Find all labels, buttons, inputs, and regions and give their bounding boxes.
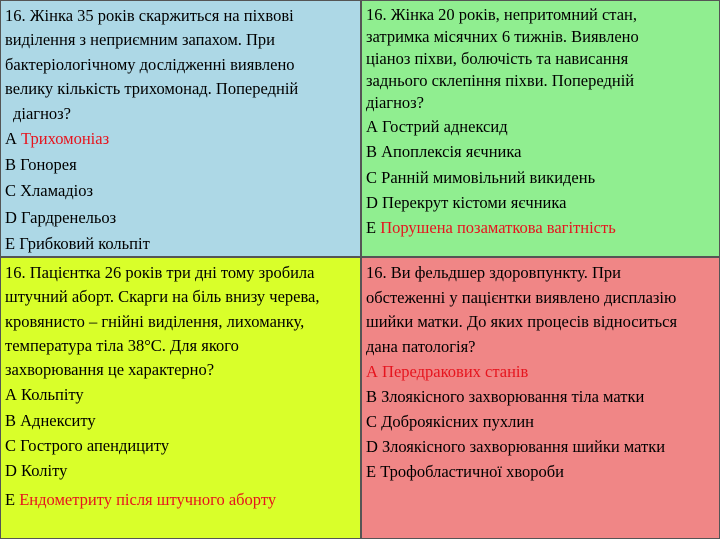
- option-text: Хламадіоз: [20, 181, 94, 201]
- option-text: Злоякісного захворювання тіла матки: [381, 387, 645, 407]
- option-letter: D: [366, 437, 378, 457]
- question-2-option-b: [366, 139, 715, 164]
- question-1-line-1: 16. Жінка 35 років скаржиться на піхвові: [5, 6, 294, 25]
- question-1-line-5: діагноз?: [13, 103, 71, 123]
- question-1-option-e: [5, 231, 356, 257]
- question-2-line-2: затримка місячних 6 тижнів. Виявлено: [366, 27, 639, 46]
- question-1-option-c: [5, 178, 356, 204]
- question-2-option-d: [366, 190, 715, 215]
- question-1-line-3: бактеріологічному дослідженні виявлено: [5, 54, 295, 74]
- question-2-line-3: ціаноз піхви, болючість та нависання: [366, 49, 629, 68]
- option-letter: Е: [366, 462, 377, 482]
- question-1-option-b: [5, 152, 356, 178]
- question-3-line-5: захворювання це характерно?: [5, 360, 215, 380]
- question-3-line-3: кровянисто – гнійні виділення, лихоманку,: [5, 311, 305, 331]
- question-1-line-4: велику кількість трихомонад. Попередній: [5, 79, 299, 99]
- option-text: Гострого апендициту: [20, 435, 170, 455]
- option-text: Доброякісних пухлин: [381, 412, 534, 432]
- option-text: Ранній мимовільний викидень: [381, 167, 596, 187]
- question-2-option-c: [366, 165, 715, 190]
- option-letter: Е: [5, 233, 16, 253]
- option-letter: А: [366, 117, 378, 136]
- question-3-option-a: [5, 382, 356, 407]
- question-3-option-c: [5, 433, 356, 458]
- question-3-option-d: [5, 458, 356, 483]
- option-letter: А: [366, 362, 378, 382]
- option-text: Перекрут кістоми яєчника: [382, 192, 567, 212]
- question-4-option-b: [366, 384, 715, 409]
- correct-answer-text: Трихомоніаз: [21, 129, 110, 149]
- option-text: Гострий аднексид: [382, 117, 508, 136]
- question-card-1: [0, 0, 361, 257]
- question-4-option-d: [366, 434, 715, 459]
- option-letter: D: [5, 207, 17, 227]
- option-text: Кольпіту: [21, 385, 84, 405]
- question-4-line-3: шийки матки. До яких процесів відноситься: [366, 312, 678, 332]
- option-letter: D: [5, 461, 17, 481]
- option-letter: В: [5, 155, 17, 175]
- option-letter: D: [366, 192, 378, 212]
- option-text: Апоплексія яєчника: [381, 142, 522, 162]
- question-2-line-4: заднього склепіння піхви. Попередній: [366, 71, 635, 90]
- correct-answer-text: Передракових станів: [382, 362, 529, 382]
- question-1-option-d: [5, 205, 356, 231]
- question-4-option-a: [366, 359, 715, 384]
- option-letter: С: [366, 412, 378, 432]
- option-letter: В: [366, 387, 378, 407]
- question-card-3: [0, 257, 361, 539]
- question-3-line-2: штучний аборт. Скарги на біль внизу черева,: [5, 287, 320, 307]
- option-letter: С: [5, 435, 17, 455]
- option-letter: Е: [366, 218, 377, 238]
- question-4-line-1: 16. Ви фельдшер здоровпункту. При: [366, 263, 621, 282]
- correct-answer-text: Порушена позаматкова вагітність: [380, 218, 616, 238]
- option-text: Гардренельоз: [21, 207, 117, 227]
- question-1-line-2: виділення з неприємним запахом. При: [5, 30, 276, 50]
- question-3-line-4: температура тіла 38°С. Для якого: [5, 335, 239, 355]
- option-text: Гонорея: [20, 155, 77, 175]
- option-letter: В: [366, 142, 378, 162]
- question-4-option-e: [366, 459, 715, 484]
- question-3-line-1: 16. Пацієнтка 26 років три дні тому зробила: [5, 263, 315, 282]
- option-letter: С: [366, 167, 378, 187]
- question-card-2: [361, 0, 720, 257]
- question-1-option-a: [5, 126, 356, 152]
- option-letter: А: [5, 385, 17, 405]
- option-letter: Е: [5, 490, 16, 510]
- option-letter: А: [5, 129, 17, 149]
- question-2-line-1: 16. Жінка 20 років, непритомний стан,: [366, 5, 637, 24]
- option-letter: В: [5, 410, 17, 430]
- option-text: Злоякісного захворювання шийки матки: [382, 437, 666, 457]
- question-card-4: [361, 257, 720, 539]
- question-4-option-c: [366, 409, 715, 434]
- question-2-option-e: [366, 215, 715, 240]
- question-3-option-b: [5, 408, 356, 433]
- question-4-line-2: обстеженні у пацієнтки виявлено дисплазію: [366, 287, 677, 307]
- question-3-option-e: [5, 487, 356, 512]
- option-text: Грибковий кольпіт: [19, 233, 150, 253]
- question-2-option-a: [366, 114, 715, 139]
- question-2-line-5: діагноз?: [366, 93, 424, 112]
- correct-answer-text: Ендометриту після штучного аборту: [19, 490, 277, 510]
- option-text: Коліту: [21, 461, 68, 481]
- question-4-line-4: дана патологія?: [366, 336, 476, 356]
- option-text: Трофобластичної хвороби: [380, 462, 565, 482]
- option-letter: С: [5, 181, 17, 201]
- option-text: Аднекситу: [20, 410, 96, 430]
